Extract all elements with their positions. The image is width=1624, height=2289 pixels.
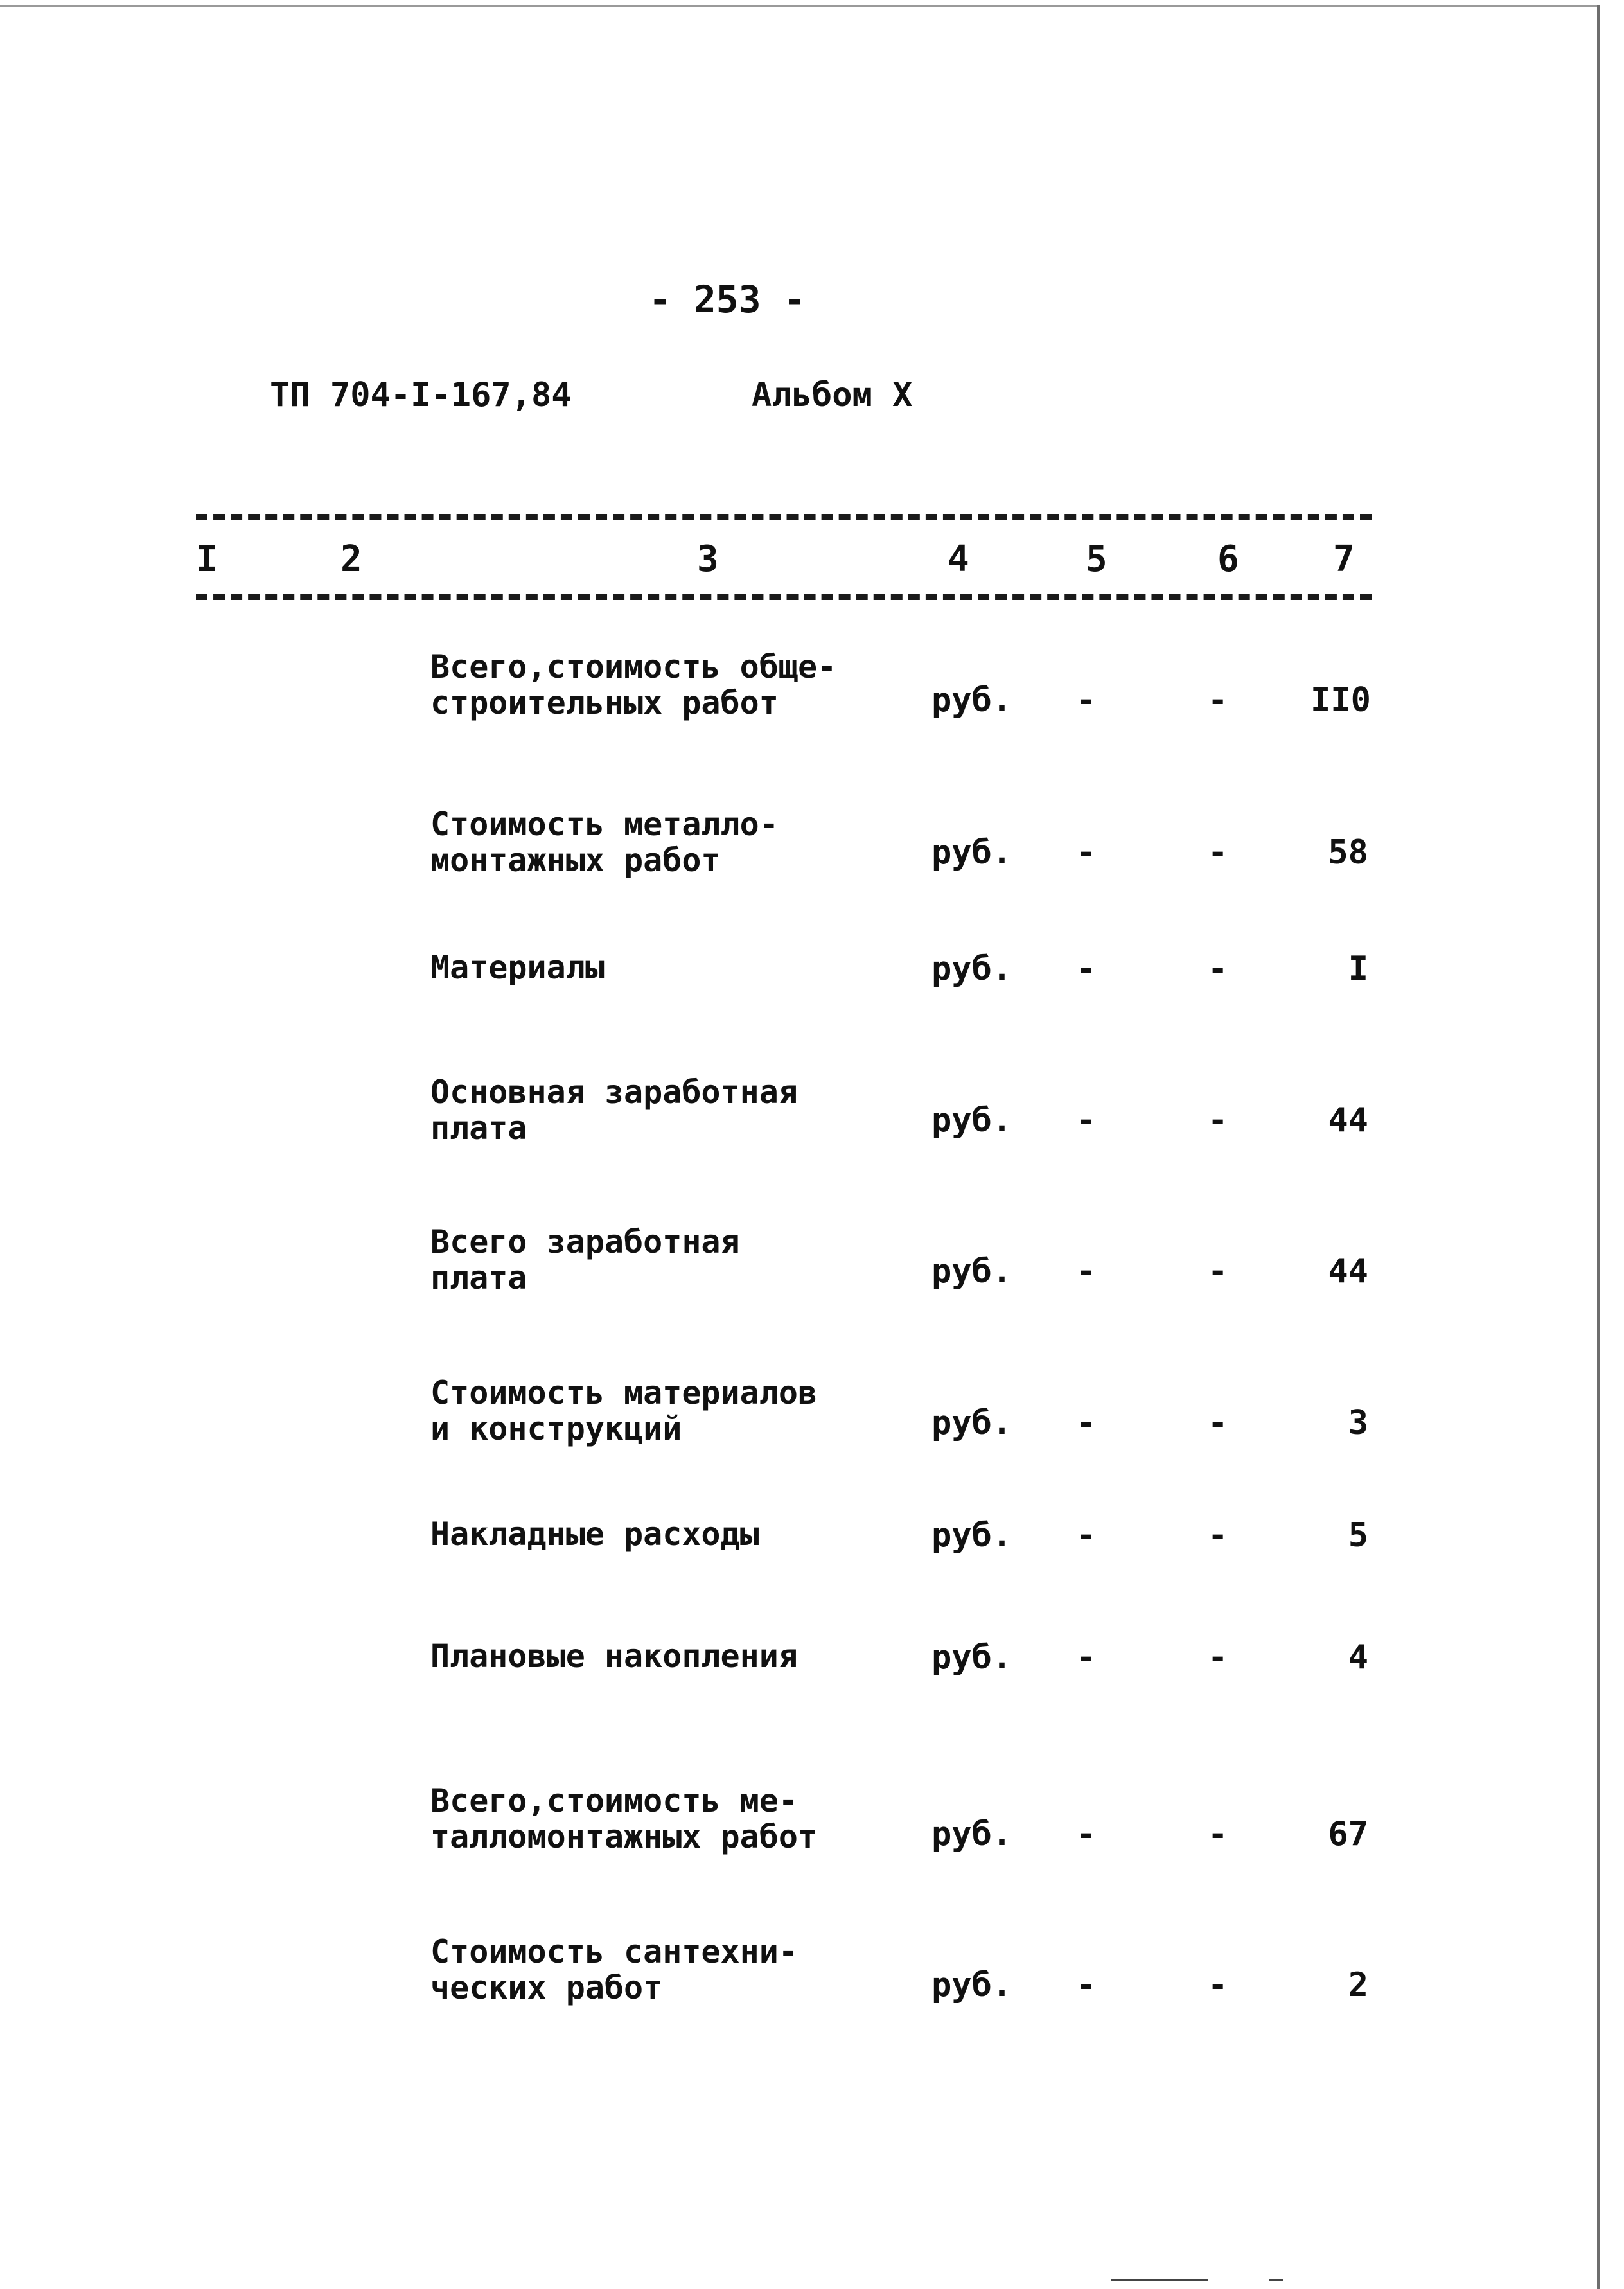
column-header-5: 5 (1086, 538, 1108, 580)
row-value: 67 (1328, 1815, 1368, 1853)
row-unit: руб. (931, 950, 1012, 988)
row-col5: - (1076, 681, 1097, 720)
row-description: Основная заработная плата (430, 1074, 798, 1147)
row-col6: - (1208, 1966, 1228, 2004)
row-col6: - (1208, 1638, 1228, 1677)
page-number: - 253 - (649, 278, 806, 321)
row-col6: - (1208, 950, 1228, 988)
footer-mark-left (1111, 2279, 1208, 2281)
row-description: Накладные расходы (430, 1516, 759, 1553)
row-col5: - (1076, 1966, 1097, 2004)
table-row (0, 1638, 1624, 1735)
row-value: 44 (1328, 1252, 1368, 1291)
row-col5: - (1076, 1516, 1097, 1555)
table-row (0, 1074, 1624, 1171)
row-unit: руб. (931, 1404, 1012, 1442)
row-description: Стоимость материалов и конструкций (430, 1374, 818, 1447)
table-header-bottom-rule (196, 594, 1372, 600)
row-value: 3 (1348, 1404, 1368, 1442)
table-row (0, 950, 1624, 1046)
column-header-3: 3 (697, 538, 719, 580)
row-unit: руб. (931, 681, 1012, 720)
document-code: ТП 704-I-167,84 (270, 376, 572, 414)
row-col5: - (1076, 1638, 1097, 1677)
row-unit: руб. (931, 1101, 1012, 1140)
row-unit: руб. (931, 1815, 1012, 1853)
row-col6: - (1208, 1516, 1228, 1555)
column-header-7: 7 (1333, 538, 1355, 580)
column-header-6: 6 (1217, 538, 1239, 580)
row-description: Материалы (430, 949, 605, 986)
column-header-1: I (196, 538, 218, 580)
table-row (0, 1375, 1624, 1471)
row-value: 44 (1328, 1101, 1368, 1140)
row-col5: - (1076, 1404, 1097, 1442)
row-col6: - (1208, 681, 1228, 720)
row-unit: руб. (931, 1966, 1012, 2004)
row-description: Всего заработная плата (430, 1223, 740, 1296)
row-unit: руб. (931, 1638, 1012, 1677)
row-col6: - (1208, 1815, 1228, 1853)
row-value: 4 (1348, 1638, 1368, 1677)
row-col5: - (1076, 1101, 1097, 1140)
row-unit: руб. (931, 833, 1012, 872)
row-col5: - (1076, 833, 1097, 872)
row-col6: - (1208, 833, 1228, 872)
row-value: 2 (1348, 1966, 1368, 2004)
row-value: 58 (1328, 833, 1368, 872)
table-row (0, 1224, 1624, 1320)
row-description: Стоимость сантехни- ческих работ (430, 1933, 798, 2006)
row-description: Плановые накопления (430, 1638, 798, 1675)
row-unit: руб. (931, 1252, 1012, 1291)
row-value: II0 (1311, 681, 1371, 720)
row-col6: - (1208, 1252, 1228, 1291)
row-unit: руб. (931, 1516, 1012, 1555)
row-col5: - (1076, 1252, 1097, 1291)
row-value: I (1348, 950, 1368, 988)
row-col6: - (1208, 1101, 1228, 1140)
table-row (0, 1783, 1624, 1879)
row-col6: - (1208, 1404, 1228, 1442)
row-col5: - (1076, 950, 1097, 988)
table-row (0, 1934, 1624, 2030)
album-label: Альбом X (752, 376, 913, 414)
table-header-top-rule (196, 514, 1372, 520)
table-row (0, 649, 1624, 745)
row-value: 5 (1348, 1516, 1368, 1555)
table-row (0, 806, 1624, 903)
column-header-4: 4 (948, 538, 969, 580)
row-description: Всего,стоимость ме- талломонтажных работ (430, 1782, 818, 1855)
row-col5: - (1076, 1815, 1097, 1853)
table-row (0, 1516, 1624, 1613)
row-description: Стоимость металло- монтажных работ (430, 806, 779, 879)
column-header-2: 2 (340, 538, 362, 580)
footer-mark-right (1269, 2279, 1283, 2281)
row-description: Всего,стоимость обще- строительных работ (430, 648, 837, 721)
page-top-edge (0, 5, 1600, 7)
